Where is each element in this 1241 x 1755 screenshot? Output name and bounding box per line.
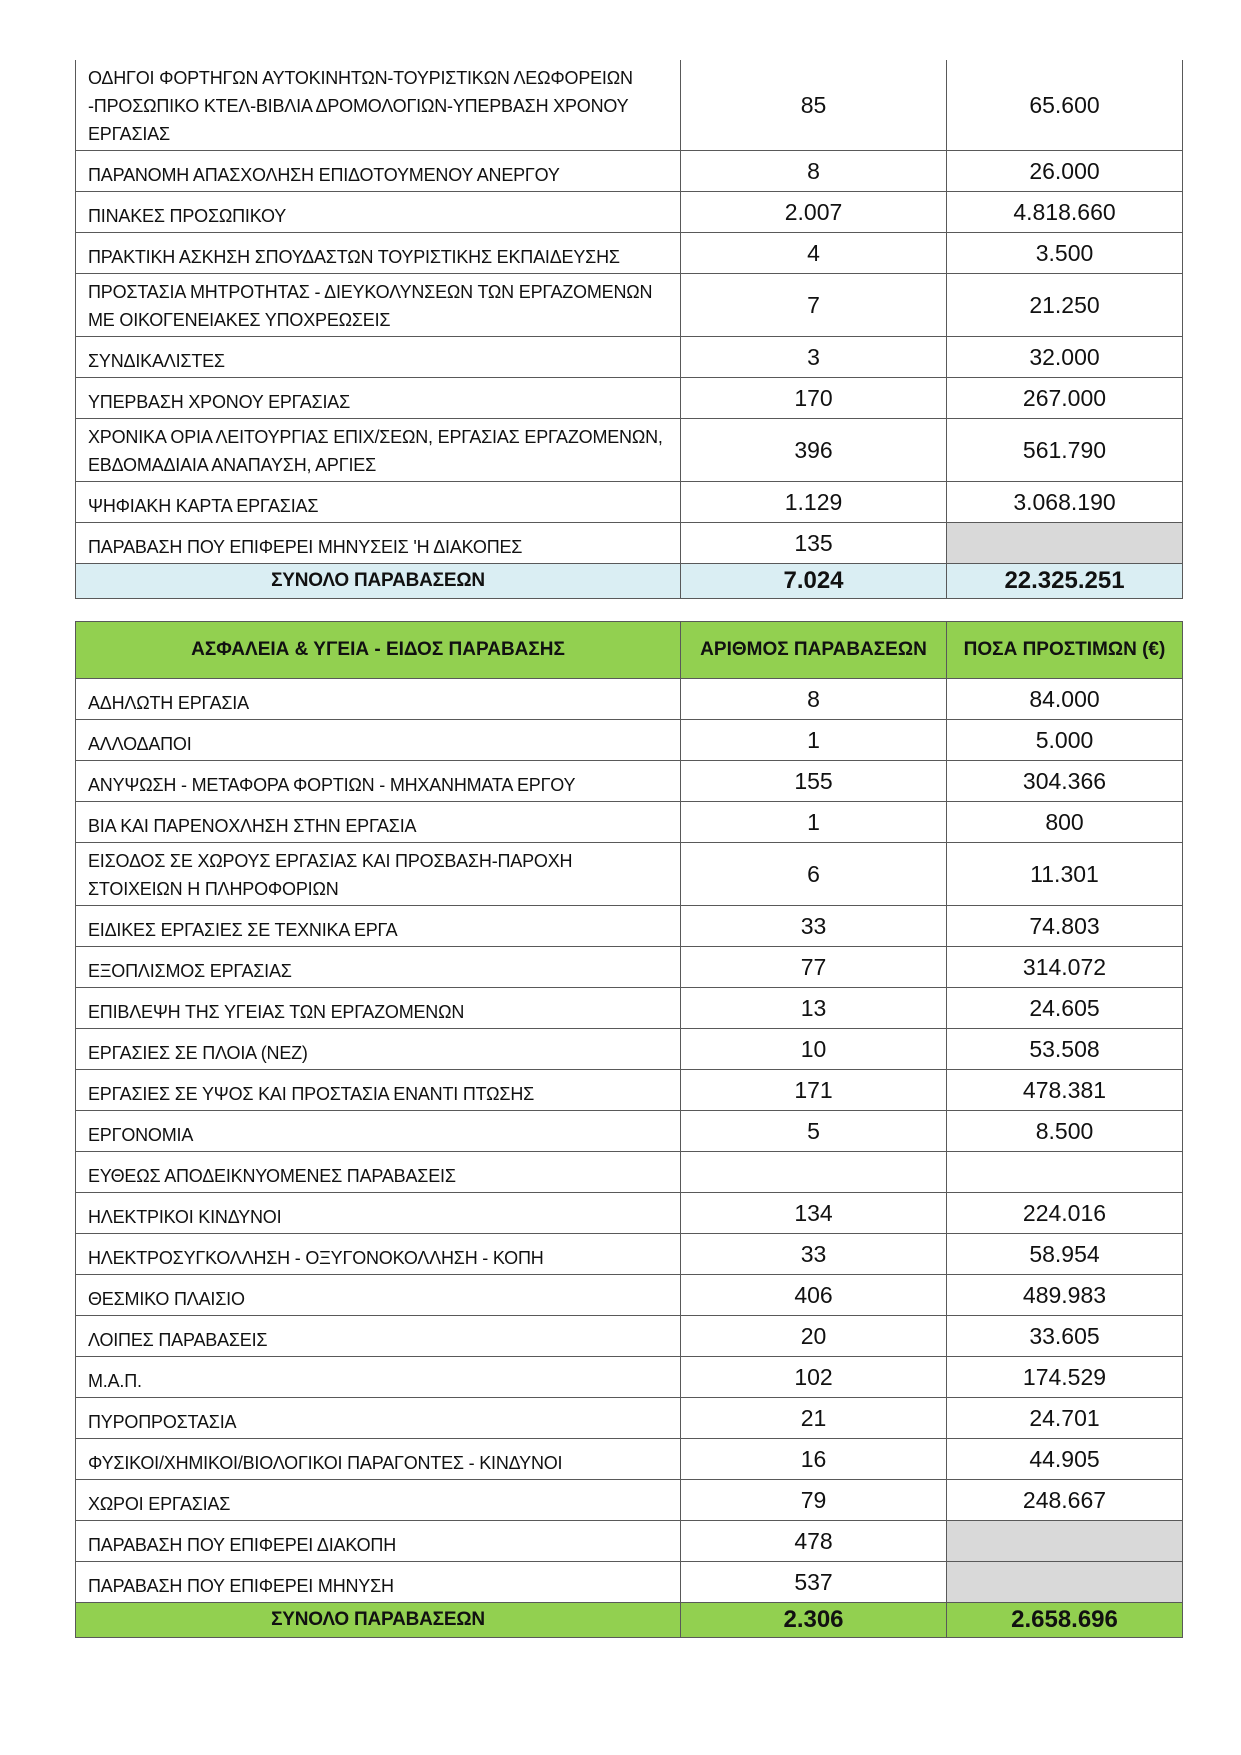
violation-count: 396 (681, 419, 947, 482)
fine-amount: 21.250 (947, 274, 1183, 337)
fine-amount: 267.000 (947, 378, 1183, 419)
table-row (76, 419, 1183, 482)
fine-amount: 3.500 (947, 233, 1183, 274)
table-row (76, 988, 1183, 1029)
fine-amount: 489.983 (947, 1275, 1183, 1316)
violation-type: ΕΡΓΟΝΟΜΙΑ (76, 1111, 681, 1152)
header-violation-count: ΑΡΙΘΜΟΣ ΠΑΡΑΒΑΣΕΩΝ (681, 622, 947, 679)
violation-count: 170 (681, 378, 947, 419)
violation-type: ΦΥΣΙΚΟΙ/ΧΗΜΙΚΟΙ/ΒΙΟΛΟΓΙΚΟΙ ΠΑΡΑΓΟΝΤΕΣ - ΚΙΝΔΥΝΟΙ (76, 1439, 681, 1480)
violation-count: 1 (681, 802, 947, 843)
fine-amount: 11.301 (947, 843, 1183, 906)
violation-count: 8 (681, 151, 947, 192)
violation-type: ΗΛΕΚΤΡΟΣΥΓΚΟΛΛΗΣΗ - ΟΞΥΓΟΝΟΚΟΛΛΗΣΗ - ΚΟΠΗ (76, 1234, 681, 1275)
fine-amount: 4.818.660 (947, 192, 1183, 233)
violation-type: ΠΡΑΚΤΙΚΗ ΑΣΚΗΣΗ ΣΠΟΥΔΑΣΤΩΝ ΤΟΥΡΙΣΤΙΚΗΣ ΕΚΠΑΙΔΕΥΣΗΣ (76, 233, 681, 274)
fine-amount: 44.905 (947, 1439, 1183, 1480)
fine-amount: 5.000 (947, 720, 1183, 761)
violation-count: 102 (681, 1357, 947, 1398)
violation-type: ΧΡΟΝΙΚΑ ΟΡΙΑ ΛΕΙΤΟΥΡΓΙΑΣ ΕΠΙΧ/ΣΕΩΝ, ΕΡΓΑΣΙΑΣ ΕΡΓΑΖΟΜΕΝΩΝ, ΕΒΔΟΜΑΔΙΑΙΑ ΑΝΑΠΑΥΣΗ, ΑΡΓΙΕΣ (76, 419, 681, 482)
table-row (76, 843, 1183, 906)
violation-count (681, 1152, 947, 1193)
table-row (76, 679, 1183, 720)
violation-count: 4 (681, 233, 947, 274)
fine-amount: 24.605 (947, 988, 1183, 1029)
violation-count: 33 (681, 1234, 947, 1275)
total-count: 7.024 (681, 564, 947, 599)
total-fines: 2.658.696 (947, 1603, 1183, 1638)
violation-type: ΠΑΡΑΒΑΣΗ ΠΟΥ ΕΠΙΦΕΡΕΙ ΜΗΝΥΣΕΙΣ 'Η ΔΙΑΚΟΠΕΣ (76, 523, 681, 564)
table-row (76, 1316, 1183, 1357)
violation-type: ΧΩΡΟΙ ΕΡΓΑΣΙΑΣ (76, 1480, 681, 1521)
violation-count: 8 (681, 679, 947, 720)
violation-type: ΘΕΣΜΙΚΟ ΠΛΑΙΣΙΟ (76, 1275, 681, 1316)
fine-amount: 33.605 (947, 1316, 1183, 1357)
violation-count: 1.129 (681, 482, 947, 523)
table-row (76, 60, 1183, 151)
total-label: ΣΥΝΟΛΟ ΠΑΡΑΒΑΣΕΩΝ (76, 564, 681, 599)
table-row (76, 337, 1183, 378)
table-row (76, 947, 1183, 988)
fine-amount: 224.016 (947, 1193, 1183, 1234)
table-row (76, 802, 1183, 843)
fine-amount: 58.954 (947, 1234, 1183, 1275)
fine-amount: 84.000 (947, 679, 1183, 720)
fine-amount: 8.500 (947, 1111, 1183, 1152)
violation-type: ΕΡΓΑΣΙΕΣ ΣΕ ΥΨΟΣ ΚΑΙ ΠΡΟΣΤΑΣΙΑ ΕΝΑΝΤΙ ΠΤΩΣΗΣ (76, 1070, 681, 1111)
header-fine-amount: ΠΟΣΑ ΠΡΟΣΤΙΜΩΝ (€) (947, 622, 1183, 679)
violation-type: ΠΑΡΑΒΑΣΗ ΠΟΥ ΕΠΙΦΕΡΕΙ ΔΙΑΚΟΠΗ (76, 1521, 681, 1562)
violation-type: ΑΛΛΟΔΑΠΟΙ (76, 720, 681, 761)
violation-type: ΨΗΦΙΑΚΗ ΚΑΡΤΑ ΕΡΓΑΣΙΑΣ (76, 482, 681, 523)
fine-amount: 53.508 (947, 1029, 1183, 1070)
violation-count: 7 (681, 274, 947, 337)
violation-count: 155 (681, 761, 947, 802)
fine-amount-empty (947, 523, 1183, 564)
violation-count: 134 (681, 1193, 947, 1234)
violation-count: 21 (681, 1398, 947, 1439)
violation-count: 2.007 (681, 192, 947, 233)
safety-health-violations-table (75, 621, 1183, 1638)
table-row (76, 1070, 1183, 1111)
table-row (76, 1234, 1183, 1275)
total-label: ΣΥΝΟΛΟ ΠΑΡΑΒΑΣΕΩΝ (76, 1603, 681, 1638)
violation-type: ΠΑΡΑΒΑΣΗ ΠΟΥ ΕΠΙΦΕΡΕΙ ΜΗΝΥΣΗ (76, 1562, 681, 1603)
violation-count: 20 (681, 1316, 947, 1357)
violation-count: 16 (681, 1439, 947, 1480)
table-row (76, 1029, 1183, 1070)
violation-count: 537 (681, 1562, 947, 1603)
violation-type: ΟΔΗΓΟΙ ΦΟΡΤΗΓΩΝ ΑΥΤΟΚΙΝΗΤΩΝ-ΤΟΥΡΙΣΤΙΚΩΝ ΛΕΩΦΟΡΕΙΩΝ -ΠΡΟΣΩΠΙΚΟ ΚΤΕΛ-ΒΙΒΛΙΑ ΔΡΟΜΟΛΟΓΙΩΝ-ΥΠΕΡΒΑΣΗ ΧΡΟΝΟΥ ΕΡΓΑΣΙΑΣ (76, 60, 681, 151)
violation-type: ΕΥΘΕΩΣ ΑΠΟΔΕΙΚΝΥΟΜΕΝΕΣ ΠΑΡΑΒΑΣΕΙΣ (76, 1152, 681, 1193)
violation-type: ΠΡΟΣΤΑΣΙΑ ΜΗΤΡΟΤΗΤΑΣ - ΔΙΕΥΚΟΛΥΝΣΕΩΝ ΤΩΝ ΕΡΓΑΖΟΜΕΝΩΝ ΜΕ ΟΙΚΟΓΕΝΕΙΑΚΕΣ ΥΠΟΧΡΕΩΣΕΙΣ (76, 274, 681, 337)
violation-type: ΛΟΙΠΕΣ ΠΑΡΑΒΑΣΕΙΣ (76, 1316, 681, 1357)
fine-amount-empty (947, 1521, 1183, 1562)
violation-type: ΠΙΝΑΚΕΣ ΠΡΟΣΩΠΙΚΟΥ (76, 192, 681, 233)
fine-amount: 478.381 (947, 1070, 1183, 1111)
violation-type: Μ.Α.Π. (76, 1357, 681, 1398)
fine-amount: 304.366 (947, 761, 1183, 802)
violation-type: ΣΥΝΔΙΚΑΛΙΣΤΕΣ (76, 337, 681, 378)
violation-count: 135 (681, 523, 947, 564)
table-row (76, 1111, 1183, 1152)
table-row (76, 1562, 1183, 1603)
table-row (76, 151, 1183, 192)
table-row (76, 1193, 1183, 1234)
violation-type: ΠΑΡΑΝΟΜΗ ΑΠΑΣΧΟΛΗΣΗ ΕΠΙΔΟΤΟΥΜΕΝΟΥ ΑΝΕΡΓΟΥ (76, 151, 681, 192)
table-row (76, 1521, 1183, 1562)
table-row (76, 1439, 1183, 1480)
violation-type: ΕΙΔΙΚΕΣ ΕΡΓΑΣΙΕΣ ΣΕ ΤΕΧΝΙΚΑ ΕΡΓΑ (76, 906, 681, 947)
violation-type: ΕΠΙΒΛΕΨΗ ΤΗΣ ΥΓΕΙΑΣ ΤΩΝ ΕΡΓΑΖΟΜΕΝΩΝ (76, 988, 681, 1029)
violation-count: 77 (681, 947, 947, 988)
fine-amount: 800 (947, 802, 1183, 843)
violation-count: 13 (681, 988, 947, 1029)
fine-amount: 26.000 (947, 151, 1183, 192)
table-row (76, 192, 1183, 233)
total-count: 2.306 (681, 1603, 947, 1638)
fine-amount (947, 1152, 1183, 1193)
violation-count: 5 (681, 1111, 947, 1152)
violation-type: ΗΛΕΚΤΡΙΚΟΙ ΚΙΝΔΥΝΟΙ (76, 1193, 681, 1234)
violation-count: 1 (681, 720, 947, 761)
header-violation-type: ΑΣΦΑΛΕΙΑ & ΥΓΕΙΑ - ΕΙΔΟΣ ΠΑΡΑΒΑΣΗΣ (76, 622, 681, 679)
table-row (76, 233, 1183, 274)
violation-type: ΑΔΗΛΩΤΗ ΕΡΓΑΣΙΑ (76, 679, 681, 720)
table-row (76, 1152, 1183, 1193)
table-row (76, 1275, 1183, 1316)
fine-amount-empty (947, 1562, 1183, 1603)
fine-amount: 3.068.190 (947, 482, 1183, 523)
violation-count: 3 (681, 337, 947, 378)
violation-count: 6 (681, 843, 947, 906)
violation-count: 171 (681, 1070, 947, 1111)
table-row (76, 523, 1183, 564)
fine-amount: 561.790 (947, 419, 1183, 482)
fine-amount: 65.600 (947, 60, 1183, 151)
violation-count: 79 (681, 1480, 947, 1521)
fine-amount: 314.072 (947, 947, 1183, 988)
table-row (76, 720, 1183, 761)
violation-type: ΑΝΥΨΩΣΗ - ΜΕΤΑΦΟΡΑ ΦΟΡΤΙΩΝ - ΜΗΧΑΝΗΜΑΤΑ ΕΡΓΟΥ (76, 761, 681, 802)
total-row (76, 564, 1183, 599)
table-header-row (76, 622, 1183, 679)
table-row (76, 378, 1183, 419)
fine-amount: 74.803 (947, 906, 1183, 947)
table-row (76, 1357, 1183, 1398)
labor-violations-table (75, 60, 1183, 599)
table-row (76, 274, 1183, 337)
total-fines: 22.325.251 (947, 564, 1183, 599)
table-row (76, 482, 1183, 523)
violation-type: ΕΙΣΟΔΟΣ ΣΕ ΧΩΡΟΥΣ ΕΡΓΑΣΙΑΣ ΚΑΙ ΠΡΟΣΒΑΣΗ-ΠΑΡΟΧΗ ΣΤΟΙΧΕΙΩΝ Η ΠΛΗΡΟΦΟΡΙΩΝ (76, 843, 681, 906)
violation-type: ΕΞΟΠΛΙΣΜΟΣ ΕΡΓΑΣΙΑΣ (76, 947, 681, 988)
table-row (76, 1480, 1183, 1521)
table-row (76, 1398, 1183, 1439)
fine-amount: 174.529 (947, 1357, 1183, 1398)
total-row (76, 1603, 1183, 1638)
violation-type: ΥΠΕΡΒΑΣΗ ΧΡΟΝΟΥ ΕΡΓΑΣΙΑΣ (76, 378, 681, 419)
fine-amount: 32.000 (947, 337, 1183, 378)
fine-amount: 24.701 (947, 1398, 1183, 1439)
fine-amount: 248.667 (947, 1480, 1183, 1521)
violation-count: 10 (681, 1029, 947, 1070)
violation-count: 406 (681, 1275, 947, 1316)
violation-count: 478 (681, 1521, 947, 1562)
table-row (76, 906, 1183, 947)
violation-count: 33 (681, 906, 947, 947)
violation-count: 85 (681, 60, 947, 151)
violation-type: ΕΡΓΑΣΙΕΣ ΣΕ ΠΛΟΙΑ (ΝΕΖ) (76, 1029, 681, 1070)
violation-type: ΠΥΡΟΠΡΟΣΤΑΣΙΑ (76, 1398, 681, 1439)
table-row (76, 761, 1183, 802)
violation-type: ΒΙΑ ΚΑΙ ΠΑΡΕΝΟΧΛΗΣΗ ΣΤΗΝ ΕΡΓΑΣΙΑ (76, 802, 681, 843)
